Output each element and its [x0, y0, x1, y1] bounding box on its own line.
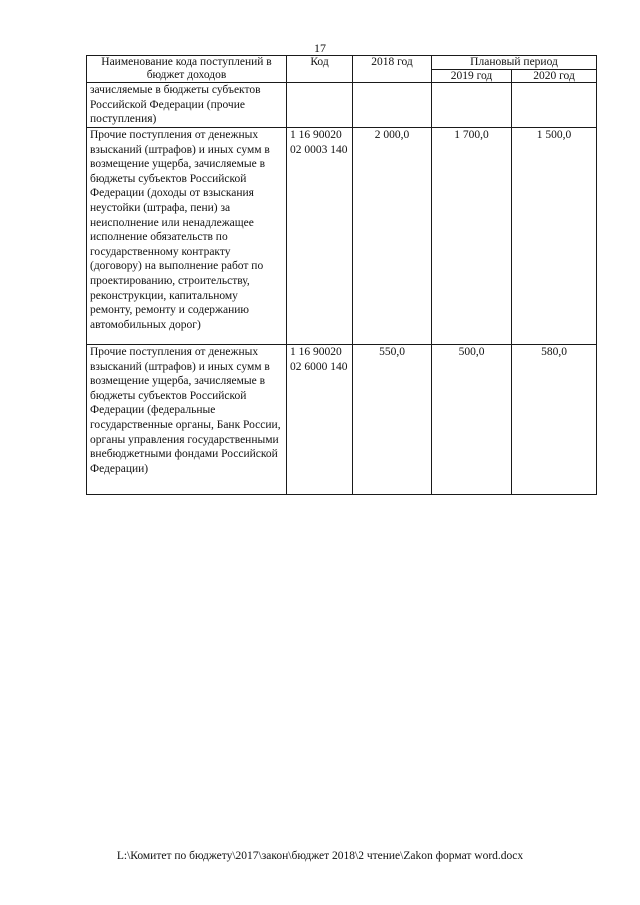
- row-name: зачисляемые в бюджеты субъектов Российской Федерации (прочие поступления): [87, 83, 287, 128]
- header-2019: 2019 год: [432, 69, 512, 83]
- header-planned-period: Плановый период: [432, 56, 597, 70]
- row-name: Прочие поступления от денежных взысканий (штрафов) и иных сумм в возмещение ущерба, зачисляемые в бюджеты субъектов Российской Федерации (доходы от взыскания неустойки (штрафа, пени) за неисполнение или ненадлежащее исполнение обязательств по государственному контракту (договору) на выполнение работ по проектированию, строительству, реконструкции, капитальному ремонту, ремонту и содержанию автомобильных дорог): [87, 128, 287, 345]
- header-2018: 2018 год: [353, 56, 432, 83]
- table-row: [87, 128, 597, 345]
- row-2019: [432, 83, 512, 128]
- row-2018: [353, 83, 432, 128]
- header-code: Код: [287, 56, 353, 83]
- row-code: [287, 83, 353, 128]
- row-code: 1 16 90020 02 6000 140: [287, 345, 353, 495]
- row-2020: [512, 83, 597, 128]
- row-2018: 2 000,0: [353, 128, 432, 345]
- row-2020: 580,0: [512, 345, 597, 495]
- row-2019: 500,0: [432, 345, 512, 495]
- page-number: 17: [314, 41, 326, 55]
- row-2018: 550,0: [353, 345, 432, 495]
- header-2020: 2020 год: [512, 69, 597, 83]
- table-row: [87, 345, 597, 495]
- table-row: [87, 83, 597, 128]
- row-code: 1 16 90020 02 0003 140: [287, 128, 353, 345]
- row-name: Прочие поступления от денежных взысканий (штрафов) и иных сумм в возмещение ущерба, зачисляемые в бюджеты субъектов Российской Федерации (федеральные государственные органы, Банк России, органы управления государственными внебюджетными фондами Российской Федерации): [87, 345, 287, 495]
- revenue-table: [86, 55, 597, 495]
- header-name: Наименование кода поступлений в бюджет доходов: [87, 56, 287, 83]
- row-2019: 1 700,0: [432, 128, 512, 345]
- file-path-footer: L:\Комитет по бюджету\2017\закон\бюджет 2018\2 чтение\Zakon формат word.docx: [116, 850, 524, 862]
- row-2020: 1 500,0: [512, 128, 597, 345]
- table-header-row: [87, 56, 597, 70]
